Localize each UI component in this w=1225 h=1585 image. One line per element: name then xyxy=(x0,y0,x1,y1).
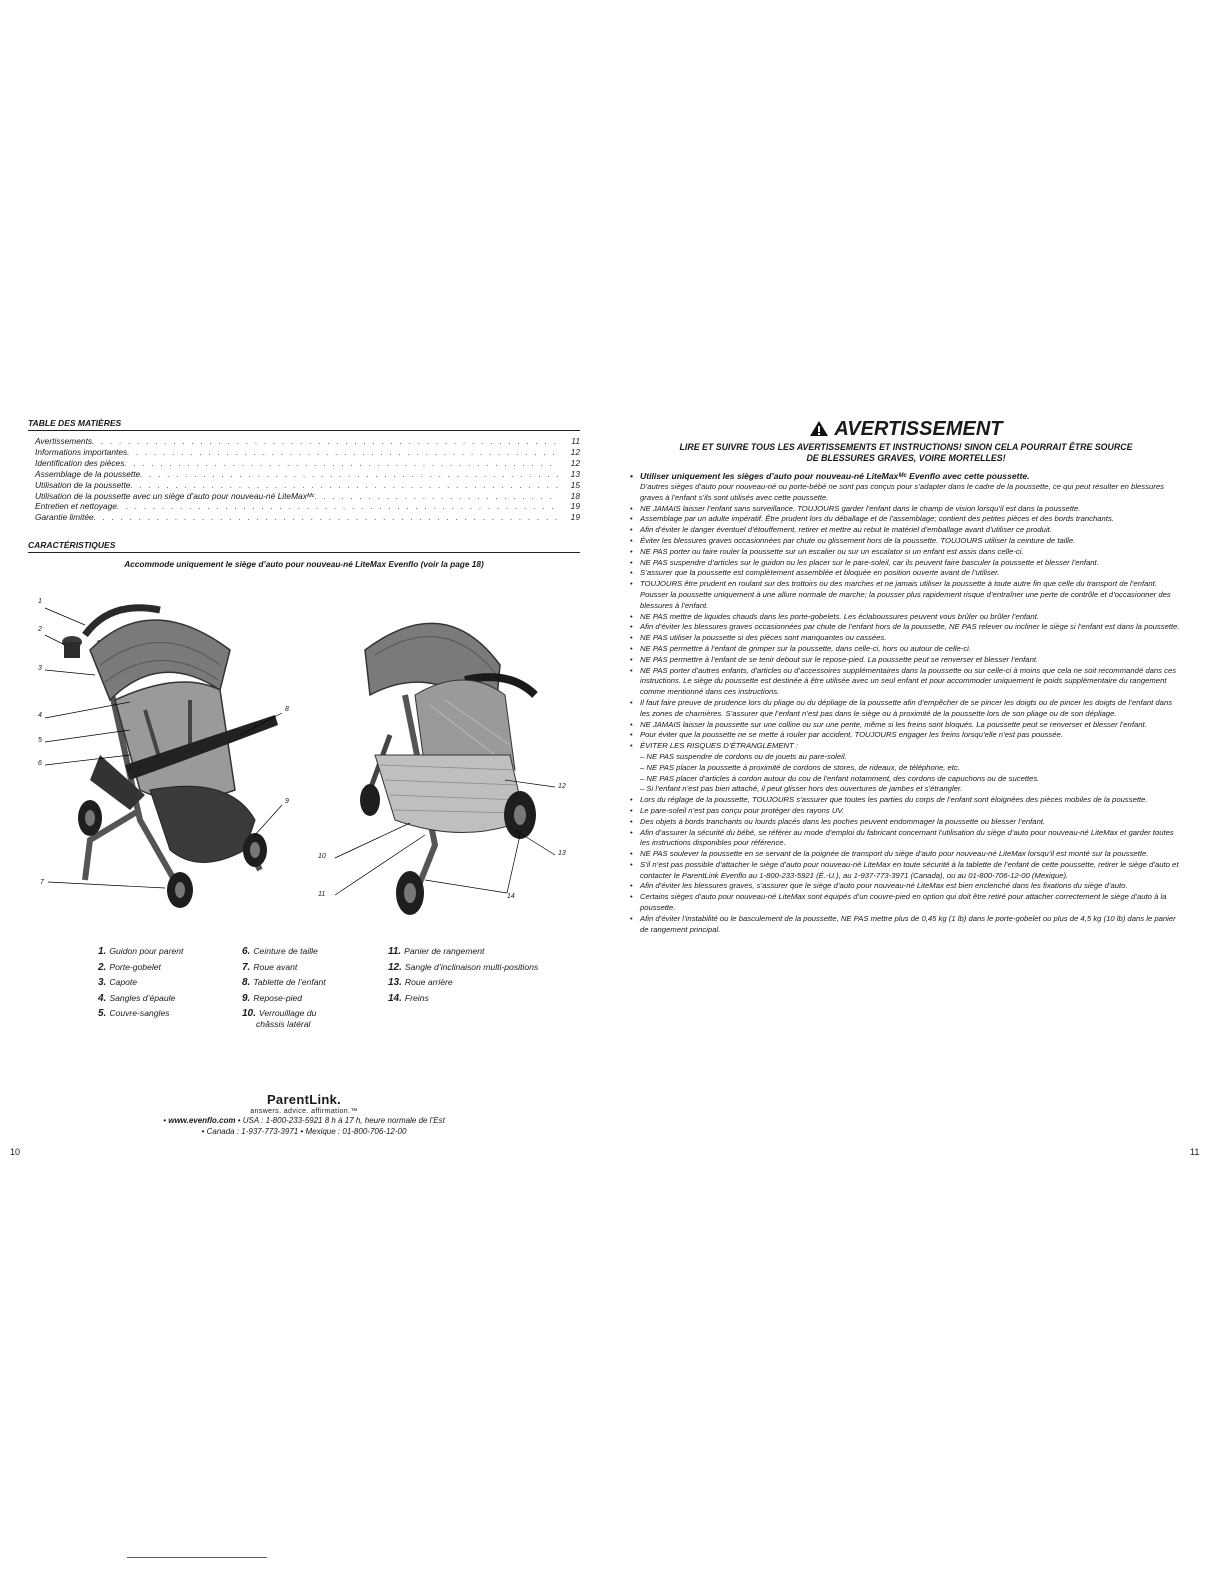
part-number: 3. xyxy=(98,977,107,989)
callout-9: 9 xyxy=(285,798,289,805)
toc-entry-page: 18 xyxy=(570,490,580,501)
toc-entry-label: Informations importantes xyxy=(35,446,128,457)
callout-6: 6 xyxy=(38,760,42,767)
part-number: 12. xyxy=(388,961,402,973)
toc-leader-dots xyxy=(127,447,558,458)
part-number: 8. xyxy=(242,977,251,989)
parts-column-2 xyxy=(242,944,326,1029)
part-number: 13. xyxy=(388,977,402,989)
warning-item: • S’il n’est pas possible d’attacher le siège d’auto pour nouveau-né LiteMax en toute sécurité à la tablette de l’enfant de cette poussette, retirer le siège d’auto et contacter le ParentLink Evenflo au 1-800-233-5921 (É.-U.), au 1-937-773-3971 (Canada), ou au 01-800-706-12-00 (Mexique). xyxy=(630,860,1182,882)
callout-7: 7 xyxy=(40,879,44,886)
warning-item: • Il faut faire preuve de prudence lors du pliage ou du dépliage de la poussette afin d’empêcher de se pincer les doigts ou de pincer les doigts de l’enfant dans les zones de charnières. S’assurer que l’enfant n’est pas dans le siège ou à proximité de la poussette lors de son pliage ou de son dépliage. xyxy=(630,698,1182,720)
bottom-hyperlink-underline[interactable] xyxy=(127,1557,267,1558)
toc-title: TABLE DES MATIÈRES xyxy=(28,418,580,431)
toc-leader-dots xyxy=(140,469,558,480)
stroller-rear-illustration xyxy=(315,605,590,925)
page-number-right: 11 xyxy=(1190,1147,1200,1157)
contact-line-2: • Canada : 1-937-773-3971 • Mexique : 01-800-706-12-00 xyxy=(201,1127,407,1136)
callout-13: 13 xyxy=(558,850,566,857)
toc-entry-page: 12 xyxy=(570,446,580,457)
toc-entry-label: Assemblage de la poussette xyxy=(35,468,141,479)
toc-entry[interactable] xyxy=(28,480,580,491)
part-label: Verrouillage du xyxy=(258,1008,317,1019)
warning-item: • NE PAS soulever la poussette en se servant de la poignée de transport du siège d’auto pour nouveau-né LiteMax lorsqu’il est monté sur la poussette. xyxy=(630,849,1182,860)
warning-item: • NE PAS permettre à l’enfant de grimper sur la poussette, dans celle-ci, hors ou autour de celle-ci. xyxy=(630,644,1182,655)
toc-entry-page: 13 xyxy=(570,468,580,479)
part-number: 1. xyxy=(98,946,107,957)
warning-subtitle-2: DE BLESSURES GRAVES, VOIRE MORTELLES! xyxy=(806,453,1006,463)
toc-entry-label: Entretien et nettoyage xyxy=(35,501,117,512)
toc-entry-label: Identification des pièces xyxy=(35,457,125,468)
toc-entry[interactable] xyxy=(28,436,580,447)
toc-entry-page: 11 xyxy=(571,436,580,446)
stroller-front-illustration xyxy=(30,590,310,930)
part-label: Repose-pied xyxy=(253,992,303,1003)
callout-2: 2 xyxy=(38,626,42,633)
warning-item: • NE PAS porter d’autres enfants, d’articles ou d’accessoires supplémentaires dans la poussette ou sur celle-ci à moins que cela ne soit recommandé dans ces instructions. Le siège du poussette est destinée à être utilisée avec un seul enfant et pour accommoder uniquement le poids supplémentaire du rangement comme mentionné dans ces instructions. xyxy=(630,666,1182,698)
toc-entry[interactable] xyxy=(28,512,580,523)
part-label: Roue arrière xyxy=(404,977,453,988)
warning-heading xyxy=(630,418,1182,440)
part-item xyxy=(242,1006,326,1029)
callout-4: 4 xyxy=(38,712,42,719)
contact-line-1 xyxy=(28,1115,580,1126)
toc-entry-page: 19 xyxy=(570,512,580,523)
warning-item: • Assemblage par un adulte impératif. Être prudent lors du déballage et de l’assemblage; contient des petites pièces et des bords tranchants. xyxy=(630,514,1182,525)
toc-leader-dots xyxy=(92,436,558,447)
warning-item: • NE PAS porter ou faire rouler la poussette sur un escalier ou sur un escalator si un enfant est assis dans celle-ci. xyxy=(630,547,1182,558)
part-label: Capote xyxy=(109,977,138,988)
parts-column-3 xyxy=(388,944,538,1006)
warning-item: • Afin d’éviter le danger éventuel d’étouffement, retirer et mettre au rebut le matériel d’emballage avant d’utiliser ce produit. xyxy=(630,525,1182,536)
callout-14: 14 xyxy=(507,893,515,900)
part-label: Freins xyxy=(404,992,429,1003)
toc-leader-dots xyxy=(94,512,558,523)
part-label: Sangles d’épaule xyxy=(109,992,176,1003)
warning-item: • Pour éviter que la poussette ne se mette à rouler par accident, TOUJOURS engager les freins lorsqu’elle n’est pas poussée. xyxy=(630,730,1182,741)
parentlink-logo: ParentLink. xyxy=(266,1092,342,1107)
part-item xyxy=(388,960,538,976)
part-label: Guidon pour parent xyxy=(109,946,184,956)
part-number: 2. xyxy=(98,961,107,973)
warning-item: • Utiliser uniquement les sièges d’auto pour nouveau-né LiteMaxᴹᶜ Evenflo avec cette poussette. xyxy=(630,470,1182,482)
usa-phone: • USA : 1-800-233-5921 8 h à 17 h, heure normale de l’Est xyxy=(235,1116,445,1125)
toc-entry[interactable] xyxy=(28,447,580,458)
part-number: 9. xyxy=(242,992,251,1004)
warning-item: • Afin d’éviter les blessures graves occasionnées par chute de l’enfant hors de la poussette, NE PAS relever ou incliner le siège si l’enfant est dans la poussette. xyxy=(630,622,1182,633)
warning-item: – NE PAS suspendre de cordons ou de jouets au pare-soleil. xyxy=(640,751,847,761)
part-item xyxy=(242,975,326,991)
toc-list xyxy=(28,436,580,523)
part-item xyxy=(242,960,326,976)
callout-11: 11 xyxy=(318,891,326,898)
toc-entry-page: 12 xyxy=(570,457,580,468)
part-number: 11. xyxy=(388,946,402,957)
toc-entry[interactable] xyxy=(28,491,580,502)
warning-item: • Afin d’éviter les blessures graves, s’assurer que le siège d’auto pour nouveau-né LiteMax est bien enclenché dans les fixations du siège d’auto. xyxy=(630,881,1182,892)
part-number: 7. xyxy=(242,961,251,973)
toc-entry-page: 15 xyxy=(570,479,580,490)
warning-item: • NE PAS permettre à l’enfant de se tenir debout sur le repose-pied. La poussette peut se renverser et blesser l’enfant. xyxy=(630,655,1182,666)
callout-12: 12 xyxy=(558,783,566,790)
part-item xyxy=(388,975,538,991)
toc-leader-dots xyxy=(124,458,558,469)
warning-item: • TOUJOURS être prudent en roulant sur des trottoirs ou des marches et ne jamais utiliser la poussette à toute autre fin que celle du transport de l’enfant. Pousser la poussette uniquement à une allure normale de marche; la pousser plus rapidement risque d’entraîner une perte de contrôle et d’occasionner des blessures à l’enfant. xyxy=(630,579,1182,611)
website-link[interactable]: www.evenflo.com xyxy=(168,1116,236,1125)
part-label: Sangle d’inclinaison multi-positions xyxy=(404,961,539,972)
warning-item: • Afin d’éviter l’instabilité ou le basculement de la poussette, NE PAS mettre plus de 0,45 kg (1 lb) dans le porte-gobelet ou plus de 4,5 kg (10 lb) dans le panier de rangement principal. xyxy=(630,914,1182,936)
features-title: CARACTÉRISTIQUES xyxy=(28,540,580,553)
part-item xyxy=(98,960,183,976)
warning-item: – NE PAS placer d’articles à cordon autour du cou de l’enfant notamment, des cordons de capuchons ou de sucettes. xyxy=(640,773,1040,783)
parts-column-1 xyxy=(98,944,183,1022)
part-item xyxy=(98,975,183,991)
toc-entry-label: Utilisation de la poussette avec un siège d’auto pour nouveau-né LiteMaxᴹᶜ xyxy=(35,490,315,501)
part-item xyxy=(388,944,538,960)
warning-item: – Si l’enfant n’est pas bien attaché, il peut glisser hors des ouvertures de jambes et s’étrangler. xyxy=(640,784,963,794)
part-label: Panier de rangement xyxy=(404,946,485,956)
part-label: Ceinture de taille xyxy=(253,946,318,956)
toc-entry[interactable] xyxy=(28,469,580,480)
warning-subtitle-1: LIRE ET SUIVRE TOUS LES AVERTISSEMENTS ET INSTRUCTIONS! SINON CELA POURRAIT ÊTRE SOURCE xyxy=(679,442,1133,452)
warning-item: • Le pare-soleil n’est pas conçu pour protéger des rayons UV. xyxy=(630,806,1182,817)
warning-item: • Éviter les blessures graves occasionnées par chute ou glissement hors de la poussette. TOUJOURS utiliser la ceinture de taille. xyxy=(630,536,1182,547)
bullet: • xyxy=(163,1116,169,1125)
warning-item: • NE PAS utiliser la poussette si des pièces sont manquantes ou cassées. xyxy=(630,633,1182,644)
toc-entry[interactable] xyxy=(28,458,580,469)
part-item xyxy=(98,991,183,1007)
warning-item: • ÉVITER LES RISQUES D’ÉTRANGLEMENT : xyxy=(630,741,1182,752)
toc-leader-dots xyxy=(117,501,558,512)
warning-item: • S’assurer que la poussette est complètement assemblée et bloquée en position ouverte avant de l’utiliser. xyxy=(630,568,1182,579)
warning-item: • Lors du réglage de la poussette, TOUJOURS s’assurer que toutes les parties du corps de l’enfant sont éloignées des pièces mobiles de la poussette. xyxy=(630,795,1182,806)
warning-item: • NE PAS mettre de liquides chauds dans les porte-gobelets. Les éclaboussures peuvent vous brûler ou brûler l’enfant. xyxy=(630,612,1182,623)
part-number: 6. xyxy=(242,946,251,957)
parentlink-footer xyxy=(28,1092,580,1137)
page-number-left: 10 xyxy=(10,1147,21,1157)
part-label: Porte-gobelet xyxy=(109,961,161,972)
part-item xyxy=(242,991,326,1007)
warning-title: AVERTISSEMENT xyxy=(834,418,1003,440)
callout-10: 10 xyxy=(318,853,326,860)
part-item xyxy=(242,944,326,960)
right-page xyxy=(630,418,1182,935)
part-number: 5. xyxy=(98,1008,107,1020)
warning-item: – NE PAS placer la poussette à proximité de cordons de stores, de rideaux, de téléphone, etc. xyxy=(640,762,960,772)
callout-8: 8 xyxy=(285,706,289,713)
callout-3: 3 xyxy=(38,665,42,672)
left-page xyxy=(28,418,580,569)
part-number: 10. xyxy=(242,1008,256,1020)
toc-leader-dots xyxy=(130,480,558,491)
part-item xyxy=(388,991,538,1007)
part-label: Couvre-sangles xyxy=(109,1008,170,1019)
part-label-continued: châssis latéral xyxy=(256,1018,311,1029)
part-item xyxy=(98,944,183,960)
callout-5: 5 xyxy=(38,737,42,744)
warning-item: • NE PAS suspendre d’articles sur le guidon ou les placer sur le pare-soleil, car ils peuvent faire basculer la poussette et blesser l’enfant. xyxy=(630,558,1182,569)
toc-entry-page: 19 xyxy=(570,501,580,512)
warning-item: • Afin d’assurer la sécurité du bébé, se référer au mode d’emploi du fabricant concernant l’utilisation du siège d’auto pour nouveau-né LiteMax et garder toutes les instructions disponibles pour référence. xyxy=(630,828,1182,850)
part-number: 14. xyxy=(388,992,402,1004)
warning-item: • Des objets à bords tranchants ou lourds placés dans les poches peuvent endommager la poussette ou blesser l’enfant. xyxy=(630,817,1182,828)
warning-item: • Certains sièges d’auto pour nouveau-né LiteMax sont équipés d’un couvre-pied en option qui doit être retiré pour attacher correctement le siège d’auto à la poussette. xyxy=(630,892,1182,914)
warning-item: • NE JAMAIS laisser l’enfant sans surveillance. TOUJOURS garder l’enfant dans le champ de vision lorsqu’il est dans la poussette. xyxy=(630,504,1182,515)
toc-leader-dots xyxy=(315,491,558,502)
warning-item: D’autres sièges d’auto pour nouveau-né ou porte-bébé ne sont pas conçus pour s’adapter dans le cadre de la poussette, ce qui peut résulter en blessures graves à l’enfant s’ils sont utilisés avec cette poussette. xyxy=(640,482,1164,502)
part-number: 4. xyxy=(98,992,107,1004)
warning-triangle-icon xyxy=(809,420,829,437)
toc-entry-label: Garantie limitée xyxy=(35,512,94,523)
warning-list xyxy=(630,470,1182,935)
toc-entry-label: Avertissements xyxy=(35,436,93,446)
part-label: Tablette de l’enfant xyxy=(253,977,326,988)
toc-entry-label: Utilisation de la poussette xyxy=(35,479,131,490)
callout-1: 1 xyxy=(38,598,42,605)
part-item xyxy=(98,1006,183,1022)
warning-item: • NE JAMAIS laisser la poussette sur une colline ou sur une pente, même si les freins sont bloqués. La poussette peut se renverser et blesser l’enfant. xyxy=(630,720,1182,731)
features-note: Accommode uniquement le siège d’auto pour nouveau-né LiteMax Evenflo (voir la page 18) xyxy=(124,559,484,570)
parentlink-tagline: answers. advice. affirmation.™ xyxy=(250,1108,358,1115)
part-label: Roue avant xyxy=(253,961,298,972)
toc-entry[interactable] xyxy=(28,501,580,512)
